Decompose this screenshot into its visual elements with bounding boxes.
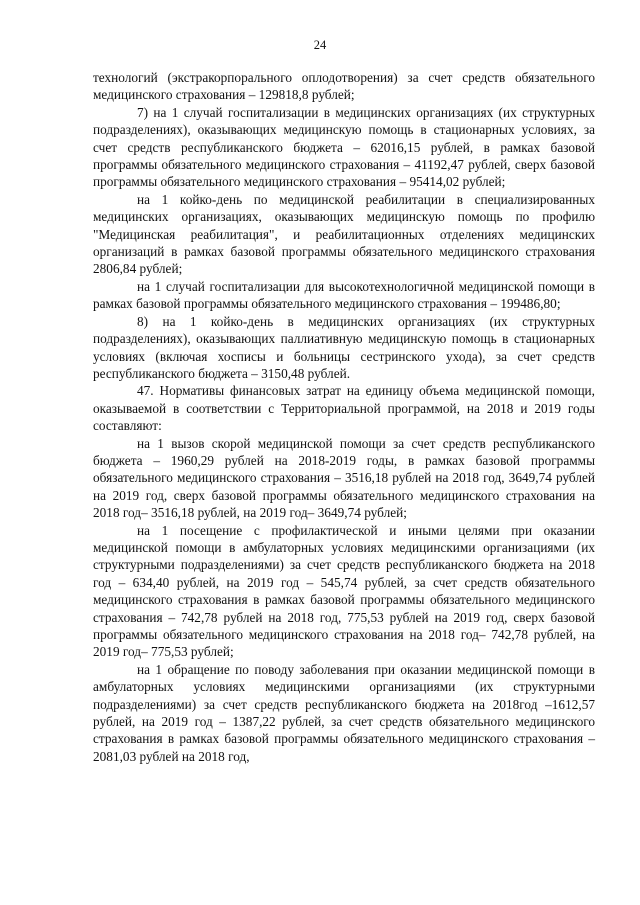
body-text	[93, 69, 595, 765]
paragraph-preventive-visit: на 1 посещение с профилактической и иными целями при оказании медицинской помощи в амбулаторных условиях медицинскими организациями (их структурными подразделениями) за счет средств республиканского бюджета на 2018 год – 634,40 рублей, на 2019 год – 545,74 рублей, за счет средств обязательного медицинского страхования в рамках базовой программы обязательного медицинского страхования – 742,78 рублей на 2018 год, 775,53 рублей на 2019 год, сверх базовой программы обязательного медицинского страхования на 2018 год– 742,78 рублей, на 2019 год– 775,53 рублей;	[93, 522, 595, 660]
paragraph-ambulance-call: на 1 вызов скорой медицинской помощи за счет средств республиканского бюджета – 1960,29 рублей на 2018-2019 годы, в рамках базовой программы обязательного медицинского страхования – 3516,18 рублей на 2018 год, 3649,74 рублей на 2019 год, сверх базовой программы обязательного медицинского страхования на 2018 год– 3516,18 рублей, на 2019 год– 3649,74 рублей;	[93, 435, 595, 521]
paragraph-rehabilitation: на 1 койко-день по медицинской реабилитации в специализированных медицинских организациях, оказывающих медицинскую помощь по профилю "Медицинская реабилитация", и реабилитационных отделениях медицинских организаций в рамках базовой программы обязательного медицинского страхования 2806,84 рублей;	[93, 191, 595, 277]
paragraph-palliative-care: 8) на 1 койко-день в медицинских организациях (их структурных подразделениях), оказывающих паллиативную медицинскую помощь в стационарных условиях (включая хосписы и больницы сестринского ухода), за счет средств республиканского бюджета – 3150,48 рублей.	[93, 313, 595, 381]
paragraph-hospitalization: 7) на 1 случай госпитализации в медицинских организациях (их структурных подразделениях), оказывающих медицинскую помощь в стационарных условиях, за счет средств республиканского бюджета – 62016,15 рублей, в рамках базовой программы обязательного медицинского страхования – 41192,47 рублей, сверх базовой программы обязательного медицинского страхования – 95414,02 рублей;	[93, 104, 595, 190]
paragraph-section-47: 47. Нормативы финансовых затрат на единицу объема медицинской помощи, оказываемой в соответствии с Территориальной программой, на 2018 и 2019 годы составляют:	[93, 383, 595, 434]
paragraph-high-tech-care: на 1 случай госпитализации для высокотехнологичной медицинской помощи в рамках базовой программы обязательного медицинского страхования – 199486,80;	[93, 278, 595, 312]
page-number: 24	[313, 38, 327, 52]
paragraph-disease-treatment: на 1 обращение по поводу заболевания при оказании медицинской помощи в амбулаторных условиях медицинскими организациями (их структурными подразделениями) за счет средств республиканского бюджета на 2018год –1612,57 рублей, на 2019 год – 1387,22 рублей, за счет средств обязательного медицинского страхования в рамках базовой программы обязательного медицинского страхования – 2081,03 рублей на 2018 год,	[93, 661, 595, 764]
paragraph-ivf-cost: технологий (экстракорпорального оплодотворения) за счет средств обязательного медицинского страхования – 129818,8 рублей;	[93, 70, 595, 103]
